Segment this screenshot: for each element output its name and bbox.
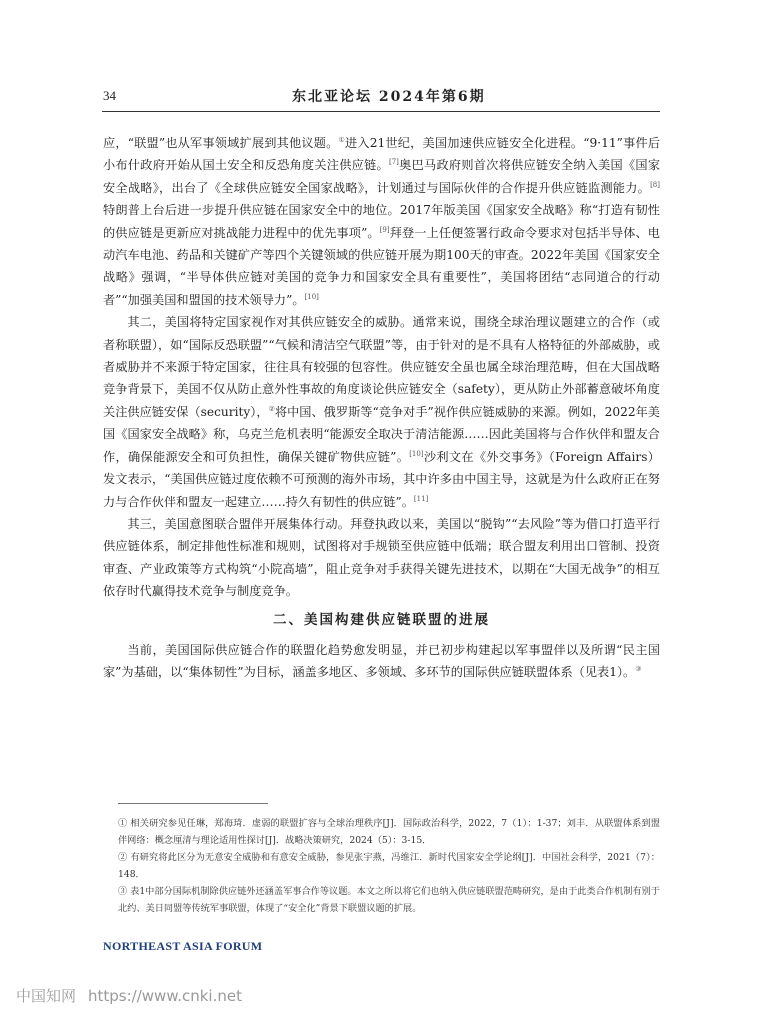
section-heading: 二、美国构建供应链联盟的进展 <box>273 611 490 628</box>
citation-ref[interactable]: [9] <box>379 225 390 234</box>
text: 沙利文在《外交事务》（Foreign Affairs）发文表示，“美国供应链过度依赖不可预测的海外市场，其中许多由中国主导，这就是为什么政府正在努力与合作伙伴和盟友一起建立……持久有韧性的供应链”。 <box>103 449 660 509</box>
watermark-url[interactable]: https://www.cnki.net <box>88 987 242 1005</box>
footnote-ref[interactable]: ③ <box>635 665 642 674</box>
text: 奥巴马政府则首次将供应链安全纳入美国《国家安全战略》，出台了《全球供应链安全国家战略》，计划通过与国际伙伴的合作提升供应链监测能力。 <box>103 158 661 195</box>
citation-ref[interactable]: [10] <box>304 292 319 301</box>
text: 特朗普上台后进一步提升供应链在国家安全中的地位。2017年版美国《国家安全战略》称“打造有韧性的供应链是更新应对挑战能力进程中的优先事项”。 <box>103 203 660 240</box>
citation-ref[interactable]: [10] <box>409 449 424 458</box>
citation-ref[interactable]: [11] <box>413 494 429 503</box>
text: 其二，美国将特定国家视作对其供应链安全的威胁。通常来说，围绕全球治理议题建立的合作（或者称联盟），如“国际反恐联盟”“气候和清洁空气联盟”等，由于针对的是不具有人格特征的外部威胁，或者威胁并不来源于特定国家，往往具有较强的包容性。供应链安全虽也属全球治理范畴，但在大国战略竞争背景下，美国不仅从防止意外性事故的角度谈论供应链安全（safety），更从防止外部蓄意破坏角度关注供应链安保（security）， <box>103 315 660 419</box>
header-rule <box>102 111 660 112</box>
journal-header: 东北亚论坛 2024年第6期 <box>292 89 486 105</box>
text: 应，“联盟”也从军事领域扩展到其他议题。 <box>103 136 339 150</box>
text: 进入21世纪，美国加速供应链安全化进程。“9·11”事件后小布什政府开始从国土安全和反恐角度关注供应链。 <box>103 136 661 173</box>
footnotes <box>118 815 660 917</box>
article-body <box>103 132 660 684</box>
footnote-ref[interactable]: ① <box>338 135 345 144</box>
footnote-2: ② 有研究将此区分为无意安全威胁和有意安全威胁，参见张宇燕，冯维江．新时代国家安全学论纲[J]．中国社会科学，2021（7）：148． <box>118 852 660 880</box>
footnote-3: ③ 表1中部分国际机制除供应链外还涵盖军事合作等议题。本文之所以将它们也纳入供应链联盟范畴研究，是由于此类合作机制有别于北约、美日同盟等传统军事联盟，体现了“安全化”背景下联盟议题的扩展。 <box>118 886 660 914</box>
footnote-divider <box>118 803 268 804</box>
paragraph-1 <box>103 132 660 311</box>
text: 当前，美国国际供应链合作的联盟化趋势愈发明显，并已初步构建起以军事盟伴以及所谓“民主国家”为基础，以“集体韧性”为目标，涵盖多地区、多领域、多环节的国际供应链联盟体系（见表1）。 <box>103 642 660 680</box>
footnote-1: ① 相关研究参见任琳，郑海琦．虚弱的联盟扩容与全球治理秩序[J]．国际政治科学，2022，7（1）：1-37；刘丰．从联盟体系到盟伴网络：概念厘清与理论适用性探讨[J]．战略决策研究，2024（5）：3-15． <box>118 818 660 846</box>
text: 拜登一上任便签署行政命令要求对包括半导体、电动汽车电池、药品和关键矿产等四个关键领域的供应链开展为期100天的审查。2022年美国《国家安全战略》强调，“半导体供应链对美国的竞争力和国家安全具有重要性”，美国将团结“志同道合的行动者”“加强美国和盟国的技术领导力”。 <box>103 225 660 307</box>
cnki-watermark <box>16 985 254 1006</box>
paragraph-4 <box>103 639 660 684</box>
citation-ref[interactable]: [8] <box>650 180 660 189</box>
footer-journal-name: NORTHEAST ASIA FORUM <box>103 939 263 953</box>
watermark-brand: 中国知网 <box>16 987 77 1005</box>
paragraph-2 <box>103 311 660 513</box>
page-number: 34 <box>103 88 116 103</box>
text: 将中国、俄罗斯等“竞争对手”视作供应链威胁的来源。例如，2022年美国《国家安全战略》称，乌克兰危机表明“能源安全取决于清洁能源……因此美国将与合作伙伴和盟友合作，确保能源安全和可负担性，确保关键矿物供应链”。 <box>103 404 660 464</box>
paragraph-3: 其三，美国意图联合盟伴开展集体行动。拜登执政以来，美国以“脱钩”“去风险”等为借口打造平行供应链体系，制定排他性标准和规则，试图将对手规锁至供应链中低端；联合盟友利用出口管制、投资审查、产业政策等方式构筑“小院高墙”，阻止竞争对手获得关键先进技术，以期在“大国无战争”的相互依存时代赢得技术竞争与制度竞争。 <box>103 516 660 599</box>
footnote-ref[interactable]: ② <box>268 404 275 413</box>
citation-ref[interactable]: [7] <box>388 158 399 167</box>
